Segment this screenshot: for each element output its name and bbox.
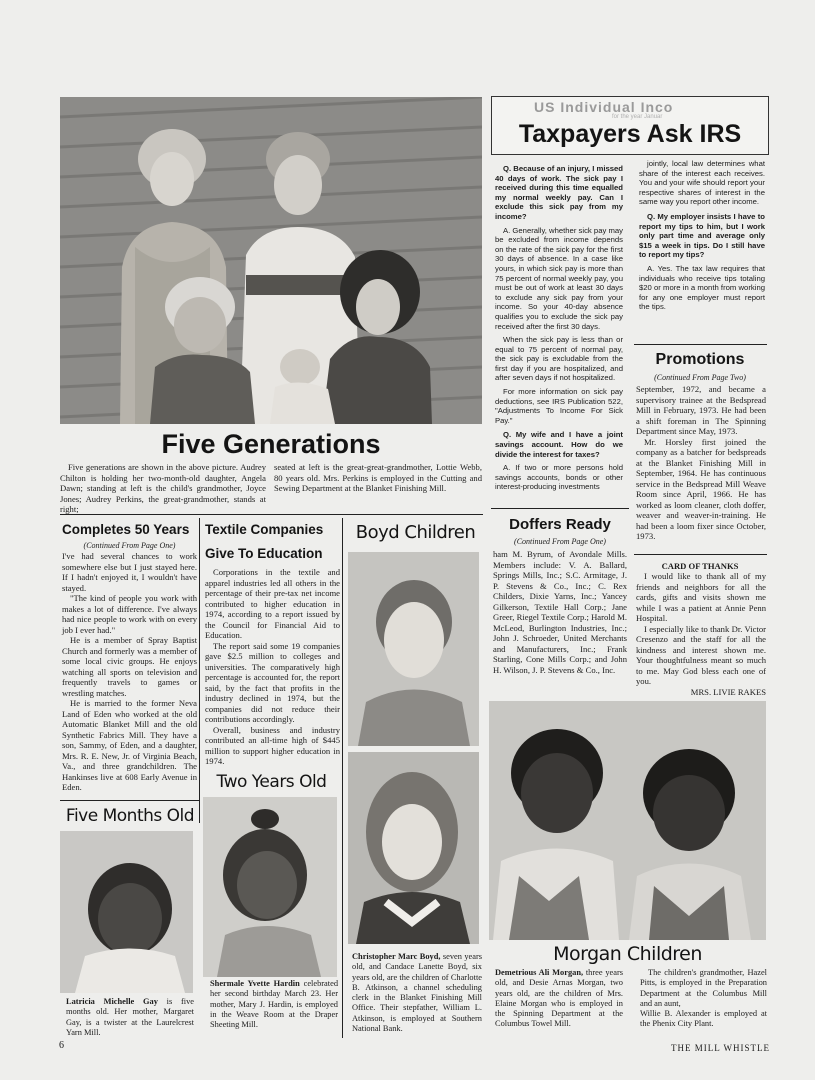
five-generations-photo xyxy=(60,97,482,424)
card-para-2: I especially like to thank Dr. Victor Cresenzo and the staff for all the kindness and interest shown me. Your thoughtfulness meant so much to me. May God bless each one of you. xyxy=(636,623,766,686)
card-divider xyxy=(634,554,767,555)
morgan-caption-2b: Willie B. Alexander is employed at the Phenix City Plant. xyxy=(640,1009,767,1029)
section-divider xyxy=(60,514,483,515)
promotions-para-1: September, 1972, and became a supervisory trainee at the Bedspread Mill in February, 1973. He had been a shift foreman in The Spinning Department since May, 1973. xyxy=(636,384,766,436)
irs-column-1 xyxy=(495,159,623,492)
two-years-photo xyxy=(203,797,337,977)
morgan-photo xyxy=(489,701,766,940)
irs-form-stamp: US Individual Inco xyxy=(534,99,674,115)
page-number: 6 xyxy=(59,1040,64,1051)
morgan-caption-1 xyxy=(495,968,623,1030)
doffers-continued: (Continued From Page One) xyxy=(514,537,606,546)
morgan-children-portrait xyxy=(489,701,766,940)
five-months-caption-text: is five months old. Her mother, Margaret Gay, is a twister at the Laurelcrest Yarn Mill. xyxy=(66,997,194,1037)
textile-headline-2: Give To Education xyxy=(205,546,323,561)
card-of-thanks-headline: CARD OF THANKS xyxy=(661,561,739,571)
five-generations-text-col1: Five generations are shown in the above picture. Audrey Chilton is holding her two-month-old daughter, Angela Dawn; standing at left is the child's grandmother, Joyce Jones; Audrey Perkins, the great-grandmother, stands at right; xyxy=(60,462,266,514)
irs-col1-answer: A. Generally, whether sick pay may be excluded from income depends on the rate of the sick pay for the first 30 days of absence. In a case like yours, in which sick pay is more than 75 percent of normal weekly pay, you must be out of work at least 30 days to exclude any sick pay from your income. So your 40-day absence qualifies you to exclude the sick pay received after the first 30 days. xyxy=(495,225,623,331)
irs-col1-question: Q. My wife and I have a joint savings account. How do we divide the interest for taxes? xyxy=(495,430,623,459)
textile-para-3: Overall, business and industry contributed an all-time high of $445 million to support higher education in 1974. xyxy=(205,724,340,766)
irs-divider xyxy=(634,344,767,345)
boyd-caption-name: Christopher Marc Boyd, xyxy=(352,952,441,961)
baby-portrait xyxy=(60,831,193,993)
two-years-caption-text: celebrated her second birthday March 23. Her mother, Mary J. Hardin, is employed in the Weave Room at the Draper Sheeting Mill. xyxy=(210,979,339,1030)
morgan-caption-2 xyxy=(640,968,767,1030)
irs-col1-answer: For more information on sick pay deductions, see IRS Publication 522, "Adjustments To Income For Sick Pay." xyxy=(495,387,623,425)
boyd-headline: Boyd Children xyxy=(355,522,476,543)
irs-col1-question: Q. Because of an injury, I missed 40 days of work. The sick pay I received during this time equalled my normal weekly pay. Can I exclude this sick pay from my income? xyxy=(495,164,623,221)
fifty-years-para-4: He is married to the former Neva Land of Eden who worked at the old Automatic Blanket Mill and the old Synthetic Fabrics Mill. They have a son, Sammy, of Eden, and a daughter, Mrs. R. E. New, Jr. of Virginia Beach, Va., and three grandchildren. The Hankinses live at 608 Early Avenue in Eden. xyxy=(62,698,197,792)
doffers-text: ham M. Byrum, of Avondale Mills. Members include: V. A. Ballard, Springs Mills, Inc.; S.C. Armitage, J. P. Stevens & Co., Inc.; C. Rex Childers, Dixie Yarns, Inc.; Yancey Gilkerson, Textile Hall Corp.; Jane Greer, Riegel Textile Corp.; Harold M. McLeod, Burlington Industries, Inc.; John J. Schroeder, United Merchants and Manufacturers, Inc.; Frank Starling, Cone Mills Corp.; and John H. Wilson, J. P. Stevens & Co., Inc. xyxy=(493,549,627,675)
girl-portrait xyxy=(348,752,479,944)
irs-col2-answer: jointly, local law determines what share of the interest each receives. You and your wife should report your respective shares of interest in the same way you report other income. xyxy=(639,159,765,207)
irs-header-box xyxy=(491,96,769,155)
promotions-text xyxy=(636,384,766,542)
five-generations-text-col2: seated at left is the great-great-grandmother, Lottie Webb, 80 years old. Mrs. Perkins is employed in the Cutting and Sewing Department at the Blanket Finishing Mill. xyxy=(274,462,482,493)
fifty-years-para-2: "The kind of people you work with makes a lot of difference. I've always had nice people to work with on every job I ever had." xyxy=(62,593,197,635)
fifty-years-text xyxy=(62,551,197,793)
fifty-years-continued: (Continued From Page One) xyxy=(83,541,176,550)
doffers-divider xyxy=(491,508,629,509)
irs-col2-answer: A. Yes. The tax law requires that individuals who receive tips totaling $20 or more in a month from working for any one employer must report the tips. xyxy=(639,263,765,312)
two-years-headline: Two Years Old xyxy=(216,772,327,792)
five-months-caption xyxy=(66,997,194,1038)
publication-name: THE MILL WHISTLE xyxy=(671,1043,770,1053)
boy-portrait xyxy=(348,552,479,746)
five-months-headline: Five Months Old xyxy=(65,806,195,826)
card-of-thanks-text xyxy=(636,571,766,697)
family-portrait-illustration xyxy=(60,97,482,424)
card-para-1: I would like to thank all of my friends and neighbors for all the cards, gifts and visits shown me while I was a patient at Annie Penn Hospital. xyxy=(636,571,766,623)
five-months-divider xyxy=(60,800,200,801)
col-divider-1 xyxy=(199,518,200,823)
fifty-years-para-3: He is a member of Spray Baptist Church and formerly was a member of some local civic groups. He enjoys watching all sports on television and frequently travels to games or wrestling matches. xyxy=(62,635,197,698)
five-months-caption-name: Latricia Michelle Gay xyxy=(66,997,158,1006)
col-divider-2 xyxy=(342,518,343,1038)
boyd-caption xyxy=(352,952,482,1034)
two-years-caption-name: Shermale Yvette Hardin xyxy=(210,979,300,988)
morgan-caption-2a: The children's grandmother, Hazel Pitts, is employed in the Preparation Department at the Columbus Mill and an aunt, xyxy=(640,968,767,1008)
promotions-headline: Promotions xyxy=(655,351,745,368)
irs-form-stamp-sub: for the year Januar xyxy=(612,114,663,120)
irs-col1-answer: A. If two or more persons hold savings accounts, bonds or other interest-producing investments xyxy=(495,463,623,492)
morgan-caption-1-name: Demetrious Ali Morgan, xyxy=(495,968,584,977)
textile-text xyxy=(205,567,340,767)
morgan-caption-1-text: three years old, and Desie Arnas Morgan, two years old, are the children of Mrs. Elaine Morgan who is employed in the Spinning Department at the Columbus Towel Mill. xyxy=(495,968,623,1029)
irs-col1-answer: When the sick pay is less than or equal to 75 percent of normal pay, the sick pay is excludable from the first day if you are hospitalized, and after seven days if not hospitalized. xyxy=(495,335,623,383)
promotions-para-2: Mr. Horsley first joined the company as a batcher for bedspreads at the Blanket Finishing Mill in September, 1964. He has continuous service in the Bedspread Mill Weave Room since April, 1966. He has worked as loom cleaner, cloth doffer, weaver and weaver-in-training. He had been a loom fixer since October, 1973. xyxy=(636,436,766,541)
five-months-photo xyxy=(60,831,193,993)
boyd-photo-2 xyxy=(348,752,479,944)
fifty-years-para-1: I've had several chances to work somewhere else but I just stayed here. If I hadn't enjoyed it, I wouldn't have stayed. xyxy=(62,551,197,593)
boyd-caption-text: seven years old, and Candace Lanette Boyd, six years old, are the children of Charlotte B. Atkinson, a channel scheduling clerk in the Blanket Finishing Mill Office. Their stepfather, William L. Atkinson, is employed at Southern National Bank. xyxy=(352,952,482,1034)
textile-para-2: The report said some 19 companies gave $2.5 million to colleges and universities. The comparatively high percentage is accounted for, the report said, by the fact that profits in the industry declined in 1974, but the companies did not reduce their contributions accordingly. xyxy=(205,640,340,724)
boyd-photo-1 xyxy=(348,552,479,746)
morgan-headline: Morgan Children xyxy=(553,943,702,965)
textile-headline-1: Textile Companies xyxy=(205,522,324,537)
irs-column-2 xyxy=(639,159,765,312)
toddler-portrait xyxy=(203,797,337,977)
five-generations-headline: Five Generations xyxy=(161,429,381,459)
irs-headline: Taxpayers Ask IRS xyxy=(518,120,742,148)
promotions-continued: (Continued From Page Two) xyxy=(654,373,746,382)
textile-para-1: Corporations in the textile and apparel industries led all others in the percentage of their pre-tax net income contributed to higher education in 1974, according to a report issued by the Council for Financial Aid to Education. xyxy=(205,567,340,640)
doffers-headline: Doffers Ready xyxy=(509,516,611,533)
card-signature: MRS. LIVIE RAKES xyxy=(690,686,766,697)
two-years-caption xyxy=(210,979,338,1030)
fifty-years-headline: Completes 50 Years xyxy=(62,522,190,537)
irs-col2-question: Q. My employer insists I have to report my tips to him, but I work only part time and average only $15 a week in tips. Do I still have to report my tips? xyxy=(639,211,765,260)
